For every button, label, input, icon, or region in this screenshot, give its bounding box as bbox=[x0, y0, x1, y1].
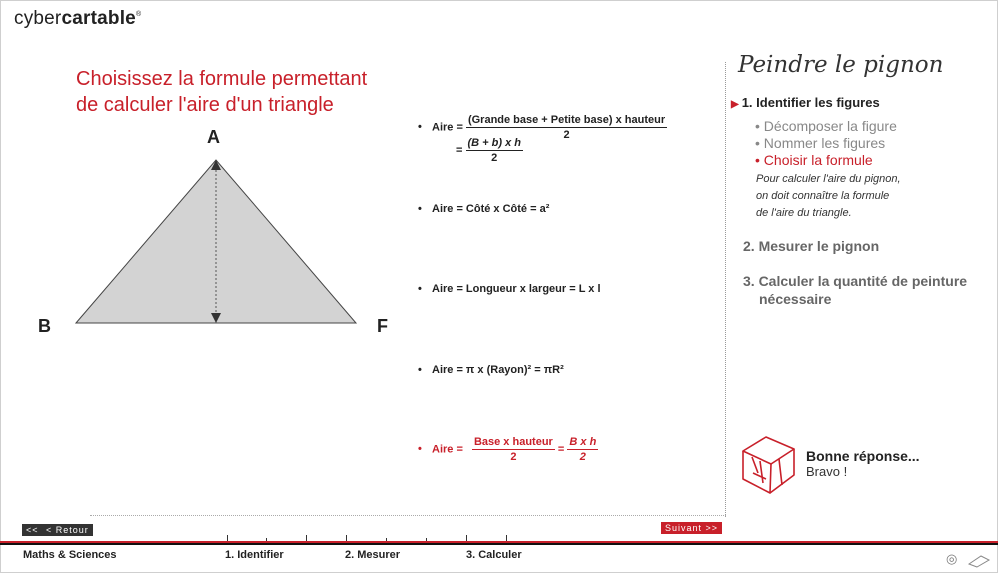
back-arrows-button[interactable]: << bbox=[22, 524, 43, 536]
progress-tick bbox=[426, 538, 427, 541]
vertex-a-label: A bbox=[207, 127, 220, 147]
nav-link-identifier[interactable]: 1. Identifier bbox=[225, 549, 284, 561]
bullet: • bbox=[418, 364, 422, 376]
question-line-2: de calculer l'aire d'un triangle bbox=[76, 94, 334, 116]
formula-option-trapezoid-short[interactable]: = $\frac{\text{(B + b) x h}}{2}$ bbox=[456, 137, 521, 164]
progress-tick bbox=[386, 538, 387, 541]
progress-tick bbox=[346, 535, 347, 541]
progress-tick bbox=[306, 535, 307, 541]
bullet: • bbox=[418, 443, 422, 456]
current-step-arrow-icon: ▶ bbox=[731, 99, 739, 110]
subitem-decomposer: • Décomposer la figure bbox=[755, 118, 897, 134]
step-3: 3. Calculer la quantité de peinture nécessaire bbox=[743, 273, 968, 307]
steps-panel bbox=[731, 95, 993, 308]
back-button[interactable]: < Retour bbox=[42, 524, 93, 536]
formula-option-rectangle[interactable]: • Aire = Longueur x largeur = L x l bbox=[418, 283, 601, 295]
app-logo: cybercartable® bbox=[14, 8, 142, 29]
progress-tick bbox=[227, 535, 228, 541]
content-divider bbox=[90, 515, 726, 516]
section-label: Maths & Sciences bbox=[23, 549, 117, 561]
box-icon bbox=[738, 433, 798, 495]
formula-label: Aire = bbox=[432, 121, 463, 134]
feedback-title: Bonne réponse... bbox=[806, 448, 920, 464]
progress-tick bbox=[266, 538, 267, 541]
bullet: • bbox=[418, 283, 422, 295]
fraction: $\frac{\text{(B + b) x h}}{2}$ bbox=[467, 137, 521, 164]
bullet: • bbox=[418, 203, 422, 215]
progress-bar-black bbox=[0, 543, 998, 545]
step-note: Pour calculer l'aire du pignon, on doit connaître la formule de l'aire du triangle. bbox=[756, 173, 901, 219]
fraction: $\frac{\text{(Grande base + Petite base) x hauteur}}{2}$ bbox=[467, 114, 666, 141]
progress-tick bbox=[506, 535, 507, 541]
feedback-subtitle: Bravo ! bbox=[806, 464, 848, 479]
panel-divider bbox=[725, 62, 726, 517]
next-button[interactable]: Suivant >> bbox=[661, 522, 722, 534]
vertex-f-label: F bbox=[377, 316, 388, 336]
bullet: • bbox=[418, 121, 422, 134]
fraction: $\frac{\text{Base x hauteur}}{2}$ bbox=[473, 436, 553, 463]
subitem-nommer: • Nommer les figures bbox=[755, 135, 886, 151]
nav-link-calculer[interactable]: 3. Calculer bbox=[466, 549, 522, 561]
formula-option-triangle[interactable]: • Aire = $\frac{\text{Base x hauteur}}{2}$ = $\frac{\text{B x h}}{2}$ bbox=[418, 436, 597, 463]
question-title bbox=[76, 66, 367, 118]
audio-icon[interactable]: ◎ bbox=[946, 551, 958, 566]
nav-link-mesurer[interactable]: 2. Mesurer bbox=[345, 549, 401, 561]
vertex-b-label: B bbox=[38, 316, 51, 336]
formula-option-circle[interactable]: • Aire = π x (Rayon)² = πR² bbox=[418, 364, 564, 376]
formula-option-square[interactable]: • Aire = Côté x Côté = a² bbox=[418, 203, 550, 215]
progress-tick bbox=[466, 535, 467, 541]
question-line-1: Choisissez la formule permettant bbox=[76, 68, 368, 90]
pencil-icon[interactable] bbox=[967, 552, 991, 568]
step-1-current: ▶ 1. Identifier les figures bbox=[731, 95, 880, 110]
fraction: $\frac{\text{B x h}}{2}$ bbox=[569, 436, 597, 463]
activity-title: Peindre le pignon bbox=[738, 52, 944, 78]
step-1-subitems bbox=[755, 118, 993, 169]
step-2: 2. Mesurer le pignon bbox=[743, 238, 880, 254]
subitem-choisir-active: • Choisir la formule bbox=[755, 152, 873, 168]
footer-icons bbox=[946, 551, 991, 568]
triangle-figure bbox=[70, 150, 370, 330]
